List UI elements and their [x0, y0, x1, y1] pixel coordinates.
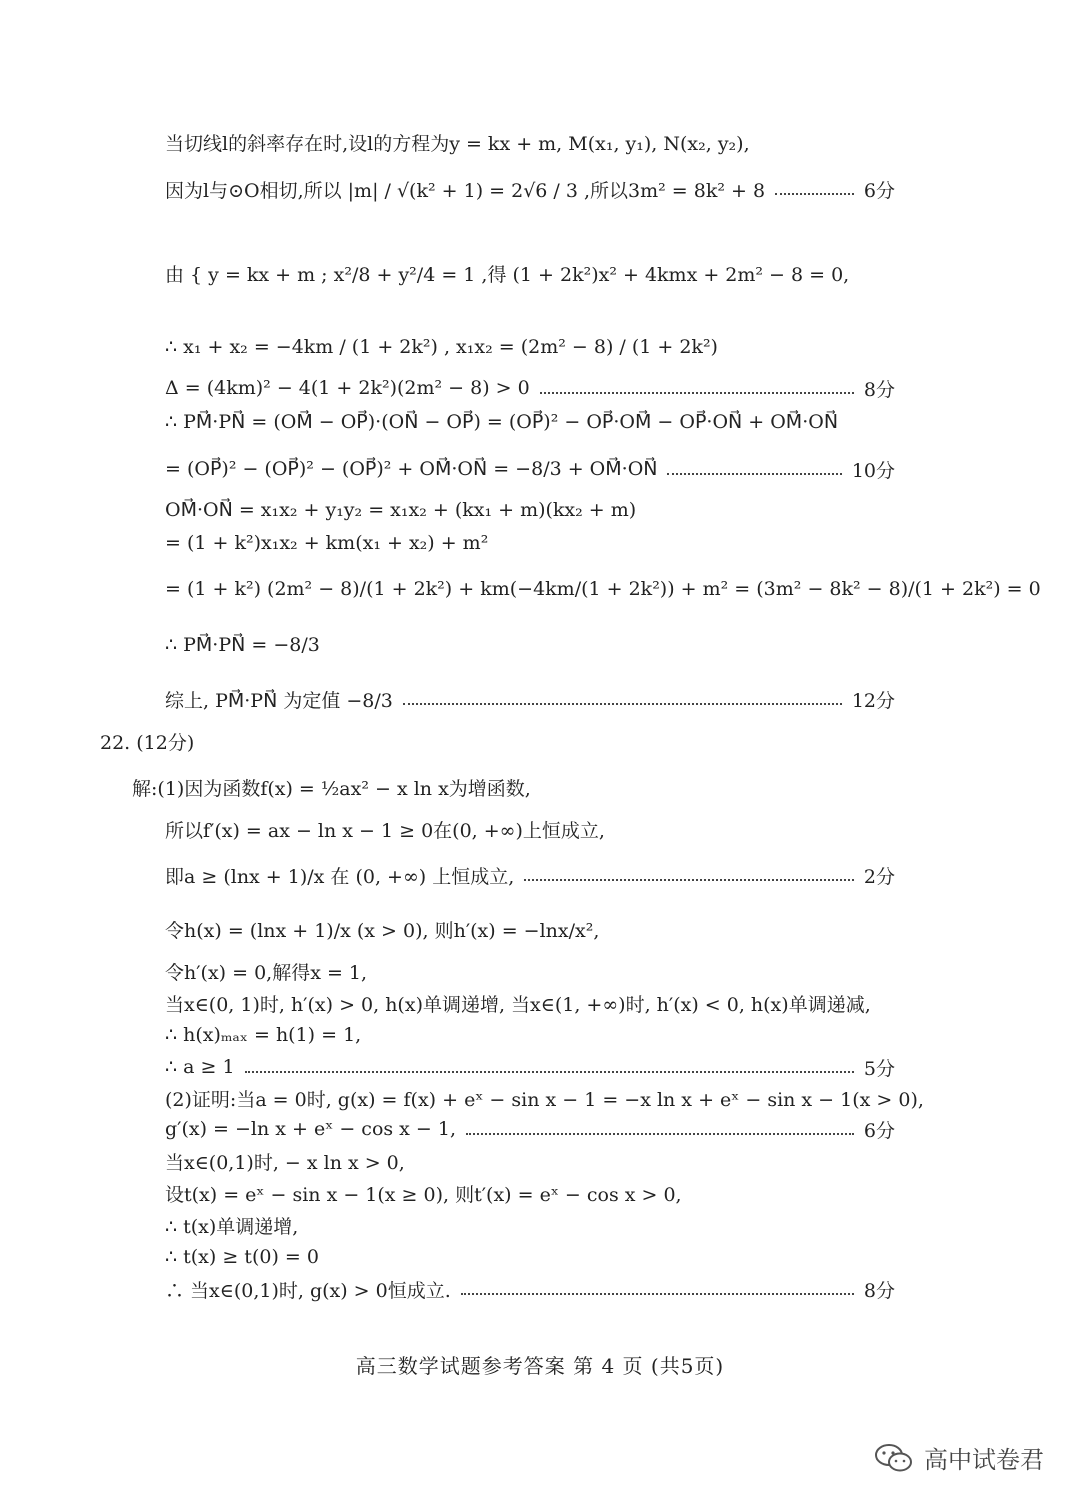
- solution-line: Δ = (4km)² − 4(1 + 2k²)(2m² − 8) > 0 8分: [165, 371, 895, 405]
- score-label: 8分: [863, 1279, 895, 1302]
- solution-line: 设t(x) = eˣ − sin x − 1(x ≥ 0), 则t′(x) = eˣ − cos x > 0,: [165, 1183, 682, 1206]
- dot-leader: [461, 1291, 854, 1295]
- score-label: 2分: [863, 865, 895, 888]
- solution-line: 令h′(x) = 0,解得x = 1,: [165, 961, 368, 984]
- solution-line: 因为l与⊙O相切,所以 |m| / √(k² + 1) = 2√6 / 3 ,所以3m² = 8k² + 8 6分: [165, 160, 895, 218]
- solution-line: = (OP⃗)² − (OP⃗)² − (OP⃗)² + OM⃗·ON⃗ = −8/3 + OM⃗·ON⃗ 10分: [165, 440, 895, 498]
- score-label: 8分: [863, 378, 895, 401]
- solution-line: 由 { y = kx + m ; x²/8 + y²/4 = 1 ,得 (1 + 2k²)x² + 4kmx + 2m² − 8 = 0,: [165, 263, 850, 286]
- solution-line: g′(x) = −ln x + eˣ − cos x − 1, 6分: [165, 1112, 895, 1146]
- solution-line: ∴ PM⃗·PN⃗ = (OM⃗ − OP⃗)·(ON⃗ − OP⃗) = (OP⃗)² − OP⃗·OM⃗ − OP⃗·ON⃗ + OM⃗·ON⃗: [165, 411, 839, 433]
- solution-line: 即a ≥ (lnx + 1)/x 在 (0, +∞) 上恒成立, 2分: [165, 846, 895, 904]
- score-label: 6分: [863, 1119, 895, 1142]
- solution-line: 所以f′(x) = ax − ln x − 1 ≥ 0在(0, +∞)上恒成立,: [165, 819, 605, 842]
- solution-line: ∴ 当x∈(0,1)时, g(x) > 0恒成立. 8分: [165, 1272, 895, 1306]
- solution-line: ∴ t(x) ≥ t(0) = 0: [165, 1246, 319, 1268]
- dot-leader: [667, 471, 841, 475]
- solution-line: 当x∈(0,1)时, − x ln x > 0,: [165, 1151, 405, 1174]
- dot-leader: [466, 1131, 854, 1135]
- solution-line: 当切线l的斜率存在时,设l的方程为y = kx + m, M(x₁, y₁), N(x₂, y₂),: [165, 132, 750, 155]
- score-label: 12分: [851, 689, 895, 712]
- score-label: 6分: [863, 179, 895, 202]
- solution-line: 当x∈(0, 1)时, h′(x) > 0, h(x)单调递增, 当x∈(1, +∞)时, h′(x) < 0, h(x)单调递减,: [165, 993, 871, 1016]
- solution-line: ∴ a ≥ 1 5分: [165, 1050, 895, 1084]
- solution-line: (2)证明:当a = 0时, g(x) = f(x) + eˣ − sin x − 1 = −x ln x + eˣ − sin x − 1(x > 0),: [165, 1088, 924, 1111]
- score-label: 10分: [851, 459, 895, 482]
- watermark: [874, 1440, 1044, 1475]
- dot-leader: [403, 701, 842, 705]
- solution-line: ∴ PM⃗·PN⃗ = −8/3: [165, 634, 320, 656]
- score-label: 5分: [863, 1057, 895, 1080]
- solution-line: 解:(1)因为函数f(x) = ½ax² − x ln x为增函数,: [132, 777, 531, 800]
- solution-line: = (1 + k²)x₁x₂ + km(x₁ + x₂) + m²: [165, 532, 489, 554]
- solution-line: OM⃗·ON⃗ = x₁x₂ + y₁y₂ = x₁x₂ + (kx₁ + m)(kx₂ + m): [165, 499, 637, 521]
- solution-line: ∴ h(x)ₘₐₓ = h(1) = 1,: [165, 1024, 362, 1046]
- question-heading: 22. (12分): [100, 731, 195, 754]
- watermark-text: 高中试卷君: [924, 1446, 1044, 1474]
- solution-line: 综上, PM⃗·PN⃗ 为定值 −8/3 12分: [165, 670, 895, 728]
- dot-leader: [775, 191, 854, 195]
- solution-line: ∴ x₁ + x₂ = −4km / (1 + 2k²) , x₁x₂ = (2m² − 8) / (1 + 2k²): [165, 336, 718, 358]
- solution-line: 令h(x) = (lnx + 1)/x (x > 0), 则h′(x) = −lnx/x²,: [165, 919, 600, 942]
- wechat-icon: [874, 1442, 914, 1474]
- dot-leader: [540, 390, 854, 394]
- dot-leader: [245, 1069, 854, 1073]
- dot-leader: [524, 877, 854, 881]
- page-footer: 高三数学试题参考答案 第 4 页 (共5页): [355, 1354, 725, 1378]
- solution-line: = (1 + k²) (2m² − 8)/(1 + 2k²) + km(−4km/(1 + 2k²)) + m² = (3m² − 8k² − 8)/(1 + 2k²) = 0: [165, 578, 1041, 600]
- solution-line: ∴ t(x)单调递增,: [165, 1215, 299, 1238]
